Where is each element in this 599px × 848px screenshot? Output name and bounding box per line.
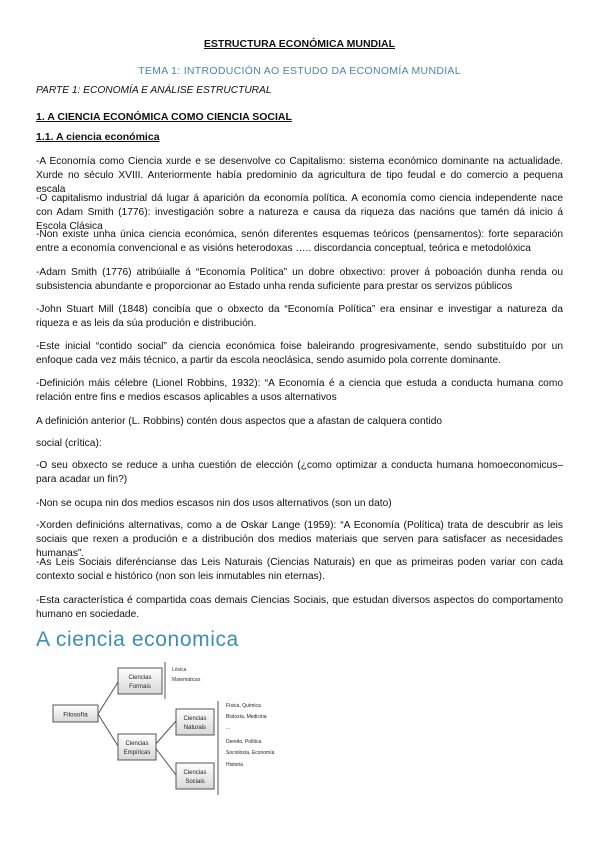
paragraph: -Non existe unha única ciencia económica, senón diferentes esquemas teóricos (pensamentos): forte separación entre a economía convencional e as visións heterodoxas ….. discordancia conceptual, teórica e metodolóxica (36, 229, 563, 254)
diagram-node-philosophy (53, 705, 98, 722)
part-heading: PARTE 1: ECONOMÍA E ANÁLISE ESTRUCTURAL (36, 85, 272, 96)
diagram-leaf-social (226, 739, 275, 768)
svg-text:Lóxica: Lóxica (172, 667, 187, 673)
node-label: Ciencias (183, 770, 207, 776)
paragraph: A definición anterior (L. Robbins) contén dous aspectos que a afastan de calquera contido (36, 416, 443, 427)
paragraph: -O seu obxecto se reduce a unha cuestión de elección (¿como optimizar a conducta humana homoeconomicus– para acadar un fin?) (36, 460, 563, 485)
node-label: Ciencias (125, 741, 149, 747)
diagram-leaf-natural (226, 703, 267, 731)
svg-text:Historia: Historia (226, 762, 243, 768)
paragraph: -John Stuart Mill (1848) concibía que o obxecto da “Economía Política” era ensinar e investigar a natureza da riqueza e as leis da súa produción e distribución. (36, 304, 563, 329)
paragraph: -Definición máis célebre (Lionel Robbins, 1932): “A Economía é a ciencia que estuda a conducta humana como relación entre fins e medios escasos aplicables a usos alternativos (36, 378, 563, 403)
paragraph: -Xorden definicións alternativas, como a de Oskar Lange (1959): “A Economía (Política) trata de descubrir as leis sociais que rexen a produción e a distribución dos medios materiais que serven para satisfacer as necesidades humanas”. (36, 520, 563, 559)
svg-text:Matemáticas: Matemáticas (172, 677, 201, 683)
diagram-node-social-sciences (176, 763, 214, 789)
node-label: Filosofía (63, 711, 88, 719)
diagram-leaf-formal (172, 667, 201, 683)
node-label: Formais (129, 684, 151, 690)
diagram-node-natural-sciences (176, 709, 214, 735)
node-label: Sociais (185, 779, 205, 785)
node-label: Naturais (183, 725, 207, 731)
paragraph: -Este inicial “contido social” da ciencia económica foise baleirando progresivamente, sendo substituído por un enfoque cada vez máis técnico, a partir da escola neoclásica, sendo asumido pola corrente dominante. (36, 341, 563, 366)
svg-text:Dereito, Política: Dereito, Política (226, 739, 262, 745)
section-heading: 1. A CIENCIA ECONÓMICA COMO CIENCIA SOCIAL (36, 111, 292, 123)
node-label: Ciencias (183, 716, 207, 722)
paragraph: -Adam Smith (1776) atribúialle á “Economía Política” un dobre obxectivo: prover á poboación dunha renda ou subsistencia abundante e proporcionar ao Estado unha renda suficiente para prestar os servizos públicos (36, 267, 563, 292)
diagram-node-empirical-sciences (118, 734, 156, 760)
svg-text:Física, Química: Física, Química (226, 703, 261, 709)
paragraph: -O capitalismo industrial dá lugar á aparición da economía política. A economía como ciencia independente nace con Adam Smith (1776): investigación sobre a natureza e causa da riqueza das nacións que tamén dá inicio á Escola Clásica (36, 193, 563, 232)
svg-text:Socioloxía, Economía: Socioloxía, Economía (226, 750, 275, 756)
paragraph: -Esta característica é compartida coas demais Ciencias Sociais, que estudan diversos aspectos do comportamento humano en sociedade. (36, 595, 563, 620)
svg-text:...: ... (226, 725, 231, 731)
svg-text:Bioloxía, Medicina: Bioloxía, Medicina (226, 714, 267, 720)
diagram-connectors (98, 682, 176, 775)
node-label: Ciencias (128, 675, 152, 681)
subsection-heading: 1.1. A ciencia económica (36, 131, 160, 143)
paragraph: social (crítica): (36, 438, 102, 449)
document-title: ESTRUCTURA ECONÓMICA MUNDIAL (203, 38, 396, 50)
paragraph: -As Leis Sociais diferéncianse das Leis Naturais (Ciencias Naturais) en que as primeiras poden variar con cada contexto social e histórico (non son leis inmutables nin eternas). (36, 557, 563, 582)
diagram-title: A ciencia economica (36, 628, 239, 651)
paragraph: -Non se ocupa nin dos medios escasos nin dos usos alternativos (son un dato) (36, 498, 392, 509)
node-label: Empíricas (123, 750, 151, 756)
paragraph: -A Economía como Ciencia xurde e se desenvolve co Capitalismo: sistema económico dominante na actualidade. Xurde no século XVIII. Anteriormente había predominio da agricultura de tipo feudal e do comercio a pequena escala (36, 156, 563, 195)
diagram-node-formal-sciences (118, 668, 162, 694)
document-subtitle: TEMA 1: INTRODUCIÓN AO ESTUDO DA ECONOMÍA MUNDIAL (138, 65, 461, 77)
